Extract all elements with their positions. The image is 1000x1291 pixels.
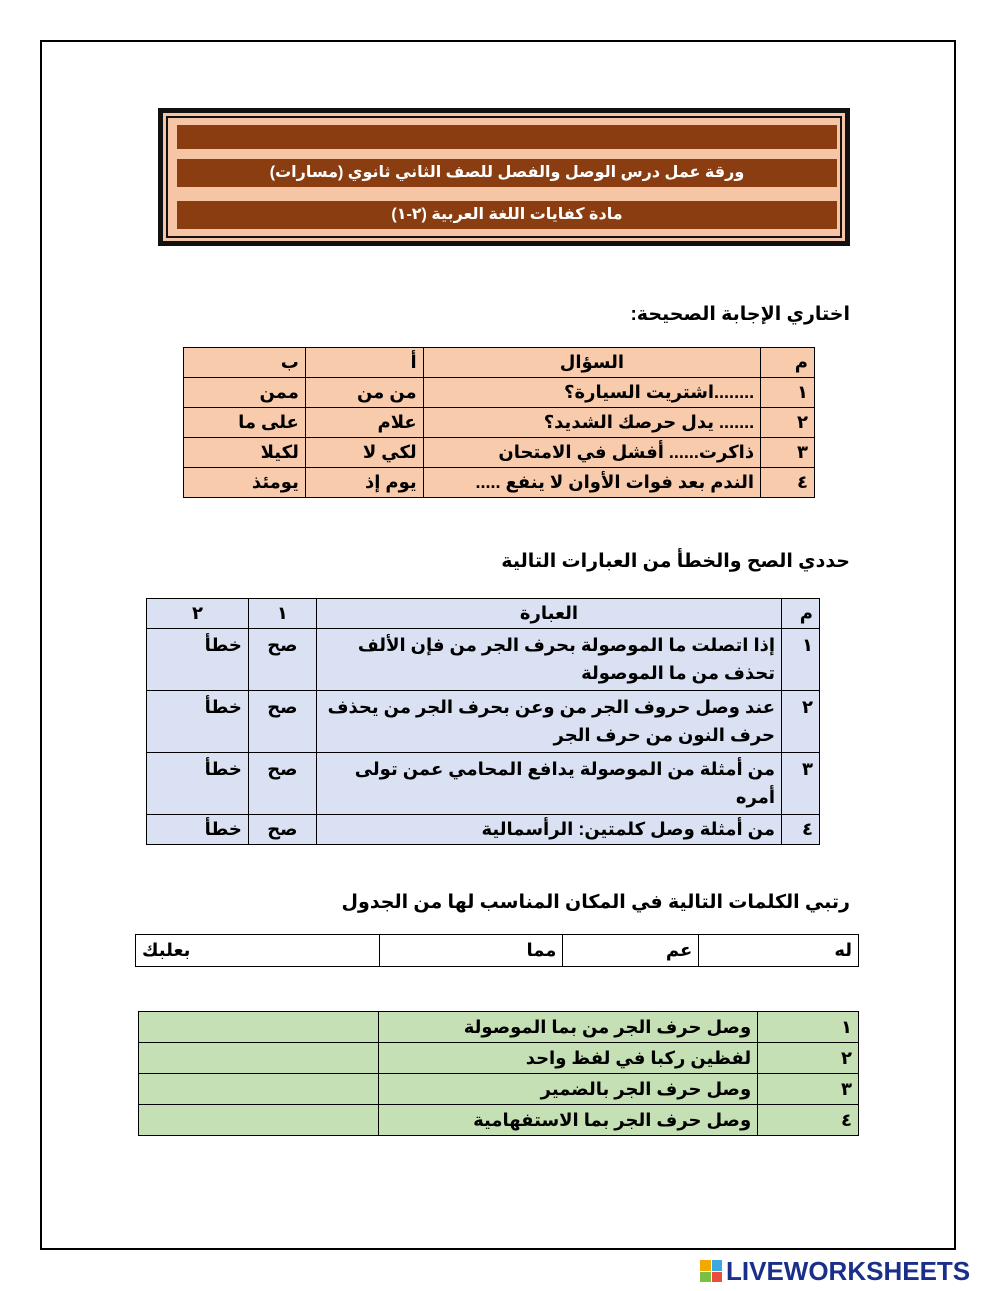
row-num: ٣	[782, 753, 820, 815]
row-num: ٤	[758, 1105, 859, 1136]
row-num: ١	[758, 1012, 859, 1043]
table-row	[147, 753, 820, 815]
table-header-row	[184, 348, 815, 378]
section2-instruction: حددي الصح والخطأ من العبارات التالية	[501, 551, 850, 572]
table-row	[184, 378, 815, 408]
word-bank-table	[135, 934, 859, 967]
word-item[interactable]	[136, 935, 380, 967]
liveworksheets-logo	[700, 1256, 970, 1286]
header-col1: ١	[248, 599, 316, 629]
option-a[interactable]: علام	[305, 408, 423, 438]
category-label: وصل حرف الجر بما الاستفهامية	[378, 1105, 758, 1136]
category-label: وصل حرف الجر بالضمير	[378, 1074, 758, 1105]
answer-drop-zone[interactable]	[139, 1012, 379, 1043]
table-row	[139, 1105, 859, 1136]
option-a[interactable]: يوم إذ	[305, 468, 423, 498]
section1-instruction: اختاري الإجابة الصحيحة:	[630, 304, 850, 325]
false-option[interactable]: خطأ	[147, 815, 249, 845]
word-item[interactable]: مما	[379, 935, 563, 967]
word-item-text: بعلبك	[142, 940, 191, 960]
header-num: م	[782, 599, 820, 629]
table-row	[139, 1012, 859, 1043]
option-a[interactable]: من من	[305, 378, 423, 408]
row-num: ٤	[782, 815, 820, 845]
word-item[interactable]: عم	[563, 935, 699, 967]
true-option[interactable]: صح	[248, 629, 316, 691]
true-option[interactable]: صح	[248, 815, 316, 845]
statement-text: من أمثلة من الموصولة يدافع المحامي عمن تولى أمره	[316, 753, 781, 815]
answer-drop-zone[interactable]	[139, 1074, 379, 1105]
option-b[interactable]: ممن	[184, 378, 306, 408]
worksheet-header	[158, 108, 850, 246]
row-num: ٢	[761, 408, 815, 438]
header-statement: العبارة	[316, 599, 781, 629]
table-row	[184, 408, 815, 438]
category-label: وصل حرف الجر من بما الموصولة	[378, 1012, 758, 1043]
logo-icon	[700, 1260, 722, 1282]
header-option-b: ب	[184, 348, 306, 378]
word-item[interactable]: له	[699, 935, 859, 967]
question-text: ذاكرت...... أفشل في الامتحان	[423, 438, 760, 468]
header-title: ورقة عمل درس الوصل والفصل للصف الثاني ثانوي (مسارات)	[177, 159, 837, 187]
option-b[interactable]: على ما	[184, 408, 306, 438]
answer-drop-zone[interactable]	[139, 1043, 379, 1074]
table-header-row	[147, 599, 820, 629]
word-bank-row	[136, 935, 859, 967]
true-false-table	[146, 598, 820, 845]
statement-text: من أمثلة وصل كلمتين: الرأسمالية	[316, 815, 781, 845]
header-col2: ٢	[147, 599, 249, 629]
option-b[interactable]: يومئذ	[184, 468, 306, 498]
classification-table	[138, 1011, 859, 1136]
header-num: م	[761, 348, 815, 378]
row-num: ٢	[758, 1043, 859, 1074]
false-option[interactable]: خطأ	[147, 753, 249, 815]
true-option[interactable]: صح	[248, 753, 316, 815]
header-option-a: أ	[305, 348, 423, 378]
row-num: ٢	[782, 691, 820, 753]
table-row	[139, 1074, 859, 1105]
statement-text: عند وصل حروف الجر من وعن بحرف الجر من يحذف حرف النون من حرف الجر	[316, 691, 781, 753]
option-b[interactable]: لكيلا	[184, 438, 306, 468]
header-subtitle: مادة كفايات اللغة العربية (٢-١)	[177, 201, 837, 229]
section3-instruction: رتبي الكلمات التالية في المكان المناسب لها من الجدول	[341, 892, 850, 913]
table-row	[184, 468, 815, 498]
row-num: ١	[761, 378, 815, 408]
false-option[interactable]: خطأ	[147, 691, 249, 753]
multiple-choice-table	[183, 347, 815, 498]
question-text: الندم بعد فوات الأوان لا ينفع .....	[423, 468, 760, 498]
question-text: ....... يدل حرصك الشديد؟	[423, 408, 760, 438]
table-row	[147, 691, 820, 753]
statement-text: إذا اتصلت ما الموصولة بحرف الجر من فإن الألف تحذف من ما الموصولة	[316, 629, 781, 691]
question-text: ........اشتريت السيارة؟	[423, 378, 760, 408]
header-top-bar	[177, 125, 837, 149]
false-option[interactable]: خطأ	[147, 629, 249, 691]
true-option[interactable]: صح	[248, 691, 316, 753]
row-num: ٤	[761, 468, 815, 498]
table-row	[139, 1043, 859, 1074]
header-question: السؤال	[423, 348, 760, 378]
answer-drop-zone[interactable]	[139, 1105, 379, 1136]
logo-text: LIVEWORKSHEETS	[726, 1255, 971, 1286]
table-row	[147, 629, 820, 691]
table-row	[147, 815, 820, 845]
row-num: ٣	[758, 1074, 859, 1105]
row-num: ٣	[761, 438, 815, 468]
table-row	[184, 438, 815, 468]
category-label: لفظين ركبا في لفظ واحد	[378, 1043, 758, 1074]
row-num: ١	[782, 629, 820, 691]
option-a[interactable]: لكي لا	[305, 438, 423, 468]
